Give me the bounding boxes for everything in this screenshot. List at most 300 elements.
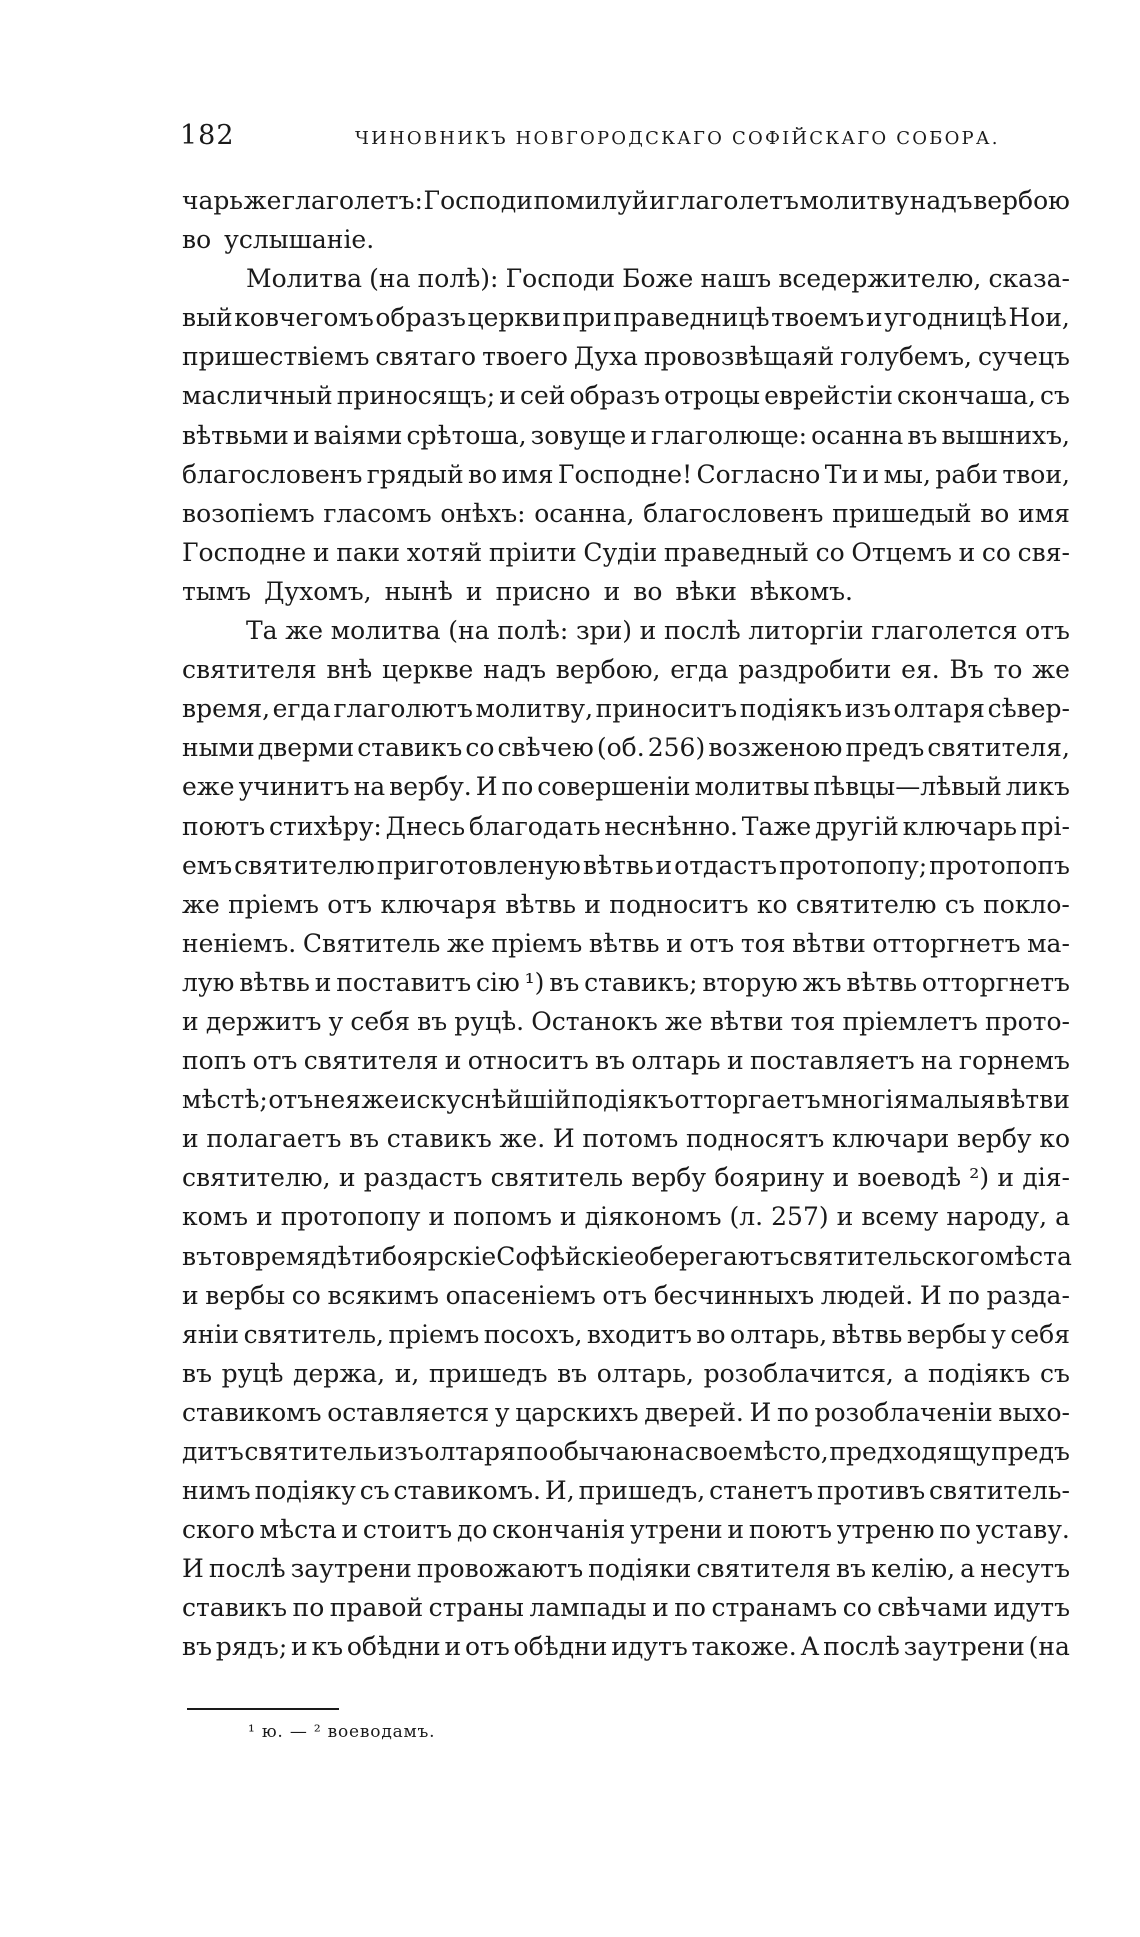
text-word: при — [562, 303, 612, 333]
text-word: святителя, — [927, 733, 1070, 763]
text-word: вербу — [957, 1124, 1032, 1154]
text-word: во — [980, 498, 1010, 528]
text-line — [182, 611, 1070, 650]
text-word: присно — [495, 576, 591, 606]
text-word: раздробити — [738, 655, 892, 685]
text-word: ея. — [901, 655, 940, 685]
text-word: въ — [836, 1554, 867, 1584]
text-word: то — [993, 655, 1023, 685]
text-word: егда — [670, 655, 729, 685]
text-word: пришедый — [832, 498, 972, 528]
text-word: вербу. — [389, 772, 472, 802]
text-word: ставикъ — [357, 733, 463, 763]
text-word: стоитъ — [362, 1515, 453, 1545]
text-word: келію, — [871, 1554, 956, 1584]
text-word: благословенъ — [643, 498, 824, 528]
text-word: имя — [1018, 498, 1070, 528]
text-word: ставикомъ. — [393, 1476, 541, 1506]
body-text — [182, 181, 1070, 1667]
text-word: Отцемъ — [851, 537, 952, 567]
text-word: мѣста — [259, 1515, 337, 1545]
text-word: у — [494, 1397, 510, 1427]
text-word: и — [865, 303, 883, 333]
text-word: сучецъ — [977, 342, 1070, 372]
text-word: А — [800, 1632, 820, 1662]
text-word: Духа — [573, 342, 638, 372]
text-word: раздастъ — [363, 1163, 483, 1193]
text-word: по — [777, 1397, 809, 1427]
text-word: сказа- — [988, 264, 1070, 294]
text-line — [182, 416, 1070, 455]
text-line — [182, 1119, 1070, 1158]
text-word: людей. — [820, 1280, 914, 1310]
text-word: малыя — [909, 1085, 996, 1115]
text-word: и — [559, 1202, 577, 1232]
text-word: же — [1032, 655, 1070, 685]
text-word: лампады — [529, 1593, 647, 1623]
text-word: свѣчами — [877, 1593, 988, 1623]
text-word: тоя — [790, 1006, 836, 1036]
text-word: и — [444, 1046, 462, 1076]
text-word: мѣста — [994, 1241, 1072, 1271]
text-word: входитъ — [586, 1319, 692, 1349]
text-word: святаго — [375, 342, 477, 372]
text-word: подіяку — [254, 1476, 356, 1506]
text-word: относитъ — [467, 1046, 589, 1076]
text-word: благословенъ — [182, 459, 363, 489]
text-word: воеводѣ — [857, 1163, 962, 1193]
text-word: ставикъ; — [584, 967, 698, 997]
text-word: подіякъ — [927, 1358, 1031, 1388]
text-word: у — [991, 1319, 1006, 1349]
text-word: попъ — [182, 1046, 247, 1076]
text-word: святительского — [789, 1241, 995, 1271]
text-word: чарь — [182, 186, 244, 215]
text-word: противъ — [816, 1476, 926, 1506]
text-word: и — [652, 1593, 669, 1623]
text-word: (на — [448, 616, 490, 646]
text-line — [182, 1080, 1070, 1119]
text-word: подіяки — [588, 1554, 692, 1584]
text-word: вѣтви — [996, 1085, 1070, 1115]
text-line — [182, 728, 1070, 767]
text-word: на — [652, 1437, 685, 1466]
text-word: мѣсто, — [743, 1437, 829, 1466]
text-word: со — [981, 537, 1011, 567]
text-word: и — [256, 1202, 273, 1232]
text-word: страны — [428, 1593, 524, 1623]
text-word: и — [182, 1006, 199, 1036]
text-word: неснѣнно. — [604, 811, 738, 841]
text-word: отторгнетъ — [872, 928, 1021, 958]
text-word: полагаетъ — [206, 1124, 342, 1154]
text-word: же — [361, 1085, 400, 1115]
text-word: нимъ — [182, 1476, 251, 1506]
text-line — [182, 1471, 1070, 1510]
page-header — [180, 120, 1070, 160]
text-word: ставикъ — [386, 1124, 492, 1154]
text-word: вѣтви — [792, 928, 866, 958]
text-line — [182, 885, 1070, 924]
text-word: осанна, — [534, 498, 635, 528]
text-word: полѣ: — [497, 616, 569, 646]
text-word: святителя — [182, 655, 317, 685]
text-word: боярину — [714, 1163, 825, 1193]
text-word: ваіями — [313, 420, 403, 450]
text-word: и — [292, 420, 310, 450]
text-word: и — [314, 967, 332, 997]
text-word: обычаю — [548, 1437, 652, 1466]
text-word: образъ — [375, 303, 466, 333]
text-word: въ — [182, 1241, 212, 1271]
text-word: Молитва — [246, 264, 363, 294]
text-word: святителя — [696, 1554, 831, 1584]
text-word: и, — [394, 1358, 420, 1388]
text-word: внѣ — [326, 655, 373, 685]
text-word: до — [456, 1515, 488, 1545]
text-line — [182, 1510, 1070, 1549]
text-word: въ — [557, 1358, 588, 1388]
text-line — [182, 298, 1070, 337]
text-word: отъ — [464, 1632, 510, 1662]
text-word: учинитъ — [238, 772, 350, 802]
text-word: мѣстѣ; — [182, 1085, 268, 1115]
text-word: Въ — [949, 655, 984, 685]
text-word: оставляется — [327, 1397, 490, 1427]
text-word: розоблаченіи — [814, 1397, 993, 1427]
text-word: осанна — [811, 420, 904, 450]
text-word: 256) — [647, 733, 706, 763]
text-word: же — [243, 186, 282, 215]
text-word: и — [312, 537, 330, 567]
text-word: яніи — [182, 1319, 240, 1349]
text-word: зри) — [575, 616, 633, 646]
text-word: вторую — [702, 967, 798, 997]
text-word: предходящу — [829, 1437, 991, 1466]
text-word: срѣтоша, — [406, 420, 527, 450]
text-word: прі- — [1020, 811, 1070, 841]
text-word: разда- — [986, 1280, 1070, 1310]
text-word: церкве — [381, 655, 474, 685]
text-word: нашъ — [700, 264, 772, 294]
text-line — [182, 572, 1070, 611]
text-word: послѣ — [823, 1632, 900, 1662]
text-word: и — [291, 1632, 308, 1662]
text-word: и — [727, 1515, 745, 1545]
text-word: время, — [182, 694, 271, 724]
text-word: Господи — [505, 264, 615, 294]
text-word: и — [182, 1124, 199, 1154]
text-word: помилуй — [533, 186, 649, 215]
text-line — [182, 494, 1070, 533]
text-word: въ — [595, 1046, 626, 1076]
text-word: въ — [549, 967, 580, 997]
text-word: горнемъ — [958, 1046, 1070, 1076]
text-word: Господне! — [557, 459, 693, 489]
text-word: хотяй — [406, 537, 483, 567]
text-word: комъ — [182, 1202, 249, 1232]
text-line — [182, 376, 1070, 415]
text-word: Нои, — [1008, 303, 1070, 333]
text-word: на — [921, 1046, 953, 1076]
text-word: и — [836, 1202, 854, 1232]
text-word: подносятъ — [685, 1124, 825, 1154]
text-word: И — [475, 772, 498, 802]
text-word: святителя — [303, 1046, 439, 1076]
text-word: полѣ): — [417, 264, 499, 294]
text-word: возженою — [708, 733, 843, 763]
text-word: заутрени — [903, 1632, 1025, 1662]
text-word: егда — [272, 694, 331, 724]
text-word: всему — [861, 1202, 939, 1232]
text-word: емъ — [182, 850, 233, 880]
text-word: царскихъ — [515, 1397, 639, 1427]
text-word: дія- — [1022, 1163, 1070, 1193]
text-word: обѣдни — [346, 1632, 441, 1662]
text-word: пѣвцы—лѣвый — [813, 772, 1002, 802]
text-word: и — [499, 381, 516, 411]
text-word: держа, — [293, 1358, 386, 1388]
text-line — [182, 1588, 1070, 1627]
text-word: же — [664, 1006, 703, 1036]
text-word: вседержителю, — [778, 264, 982, 294]
text-word: во — [468, 459, 498, 489]
text-word: вѣтвь — [582, 850, 654, 880]
footnote-rule — [187, 1708, 339, 1710]
text-word: держитъ — [205, 1006, 322, 1036]
text-word: руцѣ — [221, 1358, 284, 1388]
text-word: изъ — [377, 1437, 424, 1466]
text-line — [182, 807, 1070, 846]
text-word: подіякъ — [739, 694, 843, 724]
text-word: пріемъ — [228, 889, 319, 919]
text-word: сей — [519, 381, 566, 411]
text-word: по — [501, 772, 534, 802]
text-word: свое — [684, 1437, 743, 1466]
text-line — [182, 650, 1070, 689]
text-word: отъ — [1025, 616, 1070, 646]
text-word: твои, — [1002, 459, 1070, 489]
text-word: скончаша, — [897, 381, 1036, 411]
text-word: обѣдни — [513, 1632, 608, 1662]
text-word: отроцы — [664, 381, 761, 411]
text-word: Господне — [182, 537, 307, 567]
text-word: ставикъ — [182, 1593, 288, 1623]
text-word: олтаря — [424, 1437, 516, 1466]
text-line — [182, 767, 1070, 806]
text-line — [182, 1315, 1070, 1354]
text-word: многія — [821, 1085, 910, 1115]
text-word: паки — [336, 537, 401, 567]
text-word: покло- — [983, 889, 1070, 919]
text-line — [182, 220, 1070, 259]
text-word: протопопу; — [779, 850, 928, 880]
text-word: ключаря — [380, 889, 497, 919]
text-word: И — [749, 1397, 772, 1427]
text-word: въ — [182, 1632, 212, 1662]
text-word: пріемъ — [491, 928, 583, 958]
text-word: со — [291, 1280, 321, 1310]
text-word: стихѣру: — [269, 811, 382, 841]
text-word: вышнихъ, — [941, 420, 1070, 450]
text-word: вербу — [631, 1163, 707, 1193]
text-word: Господи — [423, 186, 533, 215]
text-word: несутъ — [980, 1554, 1070, 1584]
text-word: сію — [476, 967, 520, 997]
text-word: нынѣ — [384, 576, 453, 606]
text-word: услышаніе. — [224, 225, 375, 255]
text-word: церкви — [467, 303, 561, 333]
text-word: праведницѣ — [613, 303, 770, 333]
page-number: 182 — [180, 120, 235, 151]
text-word: во — [633, 576, 663, 606]
text-line — [182, 1276, 1070, 1315]
text-word: еже — [182, 772, 235, 802]
text-word: на — [353, 772, 386, 802]
text-word: ко — [1039, 1124, 1070, 1154]
text-word: молитва — [330, 616, 441, 646]
text-word: и — [341, 1515, 359, 1545]
text-word: посохъ, — [483, 1319, 583, 1349]
text-line — [182, 846, 1070, 885]
text-word: поютъ — [748, 1515, 833, 1545]
text-word: и — [832, 1163, 850, 1193]
text-word: съ — [944, 889, 975, 919]
text-word: правой — [329, 1593, 424, 1623]
text-word: бесчинныхъ — [653, 1280, 815, 1310]
text-word: тоя — [740, 928, 786, 958]
text-word: олтарь — [631, 1046, 721, 1076]
text-word: нея — [313, 1085, 361, 1115]
text-word: отъ — [252, 1046, 298, 1076]
text-word: и — [338, 1163, 356, 1193]
text-word: глаголетъ — [666, 186, 799, 215]
text-word: поставитъ — [336, 967, 472, 997]
text-word: отторгнетъ — [921, 967, 1070, 997]
text-word: совершеніи — [537, 772, 691, 802]
text-word: Святитель — [302, 928, 441, 958]
text-word: ставикомъ — [182, 1397, 322, 1427]
text-line — [182, 963, 1070, 1002]
text-word: по — [674, 1593, 706, 1623]
text-word: отторгаетъ — [674, 1085, 821, 1115]
text-word: послѣ — [664, 616, 741, 646]
text-word: розоблачится, — [703, 1358, 894, 1388]
text-word: въ — [417, 1006, 448, 1036]
text-word: попомъ — [453, 1202, 552, 1232]
text-word: провозвѣщаяй — [643, 342, 835, 372]
text-word: поютъ — [182, 811, 266, 841]
text-word: И, — [544, 1476, 575, 1506]
text-line — [182, 1158, 1070, 1197]
text-word: у — [328, 1006, 344, 1036]
text-line — [182, 1002, 1070, 1041]
text-word: ко — [756, 889, 788, 919]
text-word: а — [1055, 1202, 1070, 1232]
text-word: пріемъ — [388, 1319, 480, 1349]
text-word: вый — [182, 303, 233, 333]
text-word: въ — [907, 420, 938, 450]
text-word: свя- — [1017, 537, 1070, 567]
text-word: приготовленую — [376, 850, 581, 880]
text-word: пришествіемъ — [182, 342, 370, 372]
text-word: отъ — [602, 1280, 648, 1310]
text-word: отдастъ — [674, 850, 778, 880]
text-line — [182, 1237, 1070, 1276]
text-word: ковчегомъ — [234, 303, 374, 333]
text-word: сѣвер- — [987, 694, 1070, 724]
text-word: и — [465, 576, 483, 606]
text-word: выхо- — [998, 1397, 1070, 1427]
text-word: Софѣйскіе — [496, 1241, 635, 1271]
text-word: пришедъ — [428, 1358, 548, 1388]
text-word: олтарь, — [596, 1358, 694, 1388]
text-word: вѣтвь — [505, 889, 576, 919]
text-word: И — [919, 1280, 942, 1310]
text-word: и — [666, 928, 683, 958]
text-word: ключарь — [902, 811, 1017, 841]
text-word: онѣхъ: — [440, 498, 526, 528]
text-line — [182, 924, 1070, 963]
text-word: заутрени — [290, 1554, 412, 1584]
text-word: себя — [1010, 1319, 1070, 1349]
text-word: искуснѣйшій — [399, 1085, 571, 1115]
text-word: приносящъ; — [336, 381, 496, 411]
text-word: діякономъ — [584, 1202, 722, 1232]
text-word: подіякъ — [571, 1085, 674, 1115]
text-word: пріемлетъ — [842, 1006, 978, 1036]
text-line — [182, 337, 1070, 376]
text-word: съ — [359, 1476, 390, 1506]
text-word: (на — [369, 264, 411, 294]
text-word: благодать — [468, 811, 601, 841]
text-word: и — [630, 420, 647, 450]
text-word: во — [696, 1319, 726, 1349]
text-word: же — [182, 889, 220, 919]
text-word: Боже — [622, 264, 694, 294]
text-word: вербы — [205, 1280, 286, 1310]
text-word: (на — [1028, 1632, 1070, 1662]
text-word: дверми — [257, 733, 355, 763]
text-word: изъ — [844, 694, 891, 724]
text-word: надъ — [483, 655, 546, 685]
text-word: твоего — [482, 342, 568, 372]
text-word: ²) — [969, 1163, 990, 1193]
text-word: мы, — [883, 459, 931, 489]
text-word: а — [960, 1554, 976, 1584]
text-word: вѣки — [675, 576, 737, 606]
text-word: по — [948, 1280, 980, 1310]
text-word: провожаютъ — [416, 1554, 584, 1584]
text-word: святитель — [490, 1163, 624, 1193]
text-word: ского — [182, 1515, 255, 1545]
text-word: вѣтвьми — [182, 420, 289, 450]
text-word: отъ — [327, 889, 373, 919]
text-word: къ — [311, 1632, 344, 1662]
text-word: вѣтвь — [588, 928, 660, 958]
text-word: оберегаютъ — [634, 1241, 790, 1271]
text-word: глаголетъ: — [282, 186, 423, 215]
text-word: по — [292, 1593, 325, 1623]
text-word: и — [862, 459, 880, 489]
text-line — [182, 689, 1070, 728]
text-word: и — [603, 576, 621, 606]
text-word: и — [726, 1046, 744, 1076]
text-word: олтаря — [893, 694, 985, 724]
text-word: молитвы — [694, 772, 810, 802]
text-word: дверей. — [644, 1397, 744, 1427]
text-word: такоже. — [691, 1632, 797, 1662]
